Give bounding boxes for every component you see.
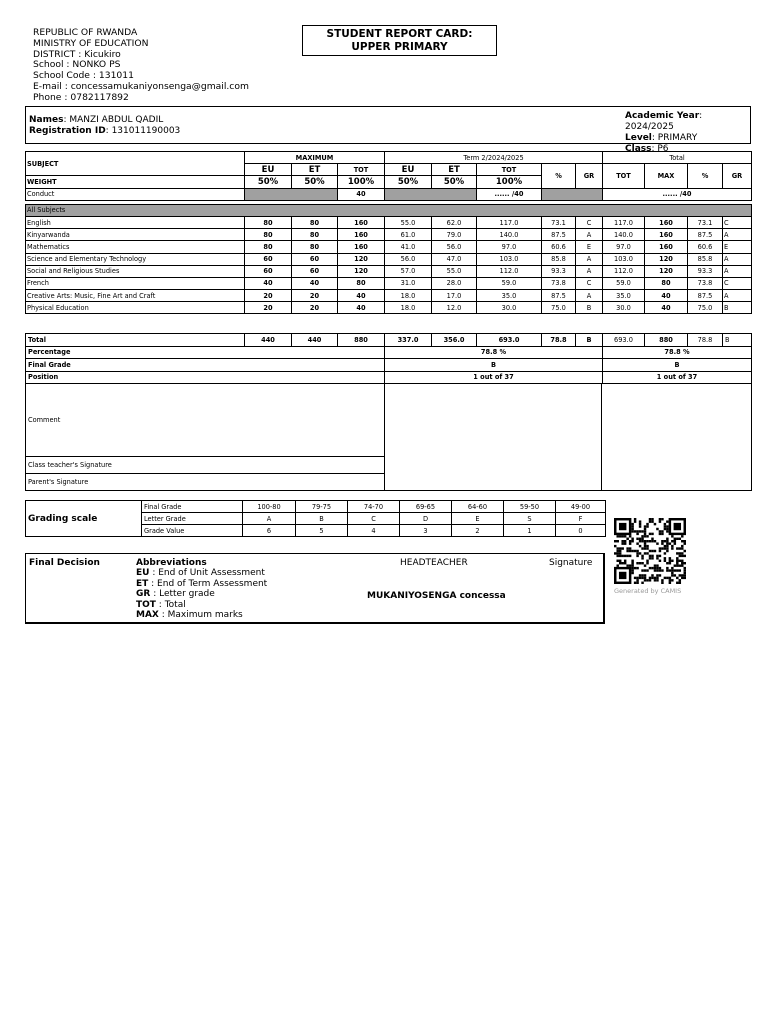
cell-pct: 73.8	[542, 277, 576, 289]
cell-a-gr: A	[723, 290, 752, 302]
cell-t-tot: 103.0	[477, 253, 542, 265]
subject-name: Science and Elementary Technology	[26, 253, 245, 265]
cell-gr: E	[576, 241, 603, 253]
conduct-term: ...... /40	[477, 188, 542, 200]
cell-gr: B	[576, 302, 603, 314]
cell-tot: 160	[338, 216, 385, 228]
cell-eu: 40	[245, 277, 292, 289]
registration-id: Registration ID: 131011190003	[29, 126, 181, 136]
school-header	[33, 28, 249, 104]
cell-t-eu: 41.0	[385, 241, 432, 253]
cell-a-pct: 75.0	[688, 302, 723, 314]
cell-a-pct: 93.3	[688, 265, 723, 277]
subject-name: French	[26, 277, 245, 289]
grading-cell: 64-60	[452, 501, 504, 513]
cell-tot: 160	[338, 241, 385, 253]
cell-a-max: 80	[645, 277, 688, 289]
cell-a-max: 40	[645, 302, 688, 314]
total-gr-header: GR	[723, 164, 752, 188]
abbreviation-item: TOT : Total	[136, 599, 186, 610]
cell-a-pct: 85.8	[688, 253, 723, 265]
term-et-header: ET	[432, 164, 477, 176]
grading-row-label: Final Grade	[142, 501, 243, 513]
cell-eu: 80	[245, 216, 292, 228]
subject-row	[26, 302, 752, 314]
cell-et: 80	[292, 229, 338, 241]
email-text: E-mail : concessamukaniyonsenga@gmail.com	[33, 80, 249, 92]
cell-gr: A	[576, 253, 603, 265]
academic-year: Academic Year: 2024/2025	[625, 111, 703, 132]
class: Class: P6	[625, 144, 669, 154]
cell-pct: 87.5	[542, 290, 576, 302]
percentage-term: 78.8 %	[385, 346, 603, 359]
final-decision-box	[25, 553, 605, 624]
total-tot-header: TOT	[603, 164, 645, 188]
grading-cell: E	[452, 513, 504, 525]
cell-a-gr: A	[723, 229, 752, 241]
cell-eu: 20	[245, 290, 292, 302]
cell-a-gr: E	[723, 241, 752, 253]
grading-cell: 1	[504, 525, 556, 537]
cell-a-pct: 73.8	[688, 277, 723, 289]
cell-t-tot: 140.0	[477, 229, 542, 241]
header-row-1	[26, 152, 752, 164]
grading-cell: 4	[348, 525, 400, 537]
subject-name: Physical Education	[26, 302, 245, 314]
cell-a-max: 160	[645, 241, 688, 253]
ministry-text: MINISTRY OF EDUCATION	[33, 37, 149, 49]
final-grade-row	[26, 359, 752, 372]
cell-a-max: 120	[645, 253, 688, 265]
cell-et: 20	[292, 302, 338, 314]
final-grade-total: B	[603, 359, 752, 372]
position-term: 1 out of 37	[385, 371, 603, 384]
subject-row	[26, 290, 752, 302]
term-weight-tot: 100%	[477, 176, 542, 188]
cell-tot: 120	[338, 265, 385, 277]
total-term-eu: 337.0	[385, 334, 432, 347]
subject-row	[26, 229, 752, 241]
cell-pct: 87.5	[542, 229, 576, 241]
subject-row	[26, 216, 752, 228]
cell-tot: 120	[338, 253, 385, 265]
cell-a-gr: C	[723, 216, 752, 228]
subject-header: SUBJECT	[26, 152, 245, 176]
grading-cell: A	[243, 513, 296, 525]
grading-row-label: Letter Grade	[142, 513, 243, 525]
conduct-row	[26, 188, 752, 200]
cell-a-pct: 87.5	[688, 229, 723, 241]
conduct-max: 40	[338, 188, 385, 200]
summary-table	[25, 333, 752, 384]
cell-a-pct: 60.6	[688, 241, 723, 253]
grading-cell: 74-70	[348, 501, 400, 513]
grading-scale-table	[25, 500, 606, 537]
country-text: REPUBLIC OF RWANDA	[33, 27, 138, 38]
weight-tot: 100%	[338, 176, 385, 188]
cell-tot: 40	[338, 302, 385, 314]
grading-cell: 79-75	[296, 501, 348, 513]
subject-name: Mathematics	[26, 241, 245, 253]
cell-t-et: 55.0	[432, 265, 477, 277]
cell-t-et: 12.0	[432, 302, 477, 314]
cell-a-tot: 103.0	[603, 253, 645, 265]
abbreviation-item: MAX : Maximum marks	[136, 610, 243, 621]
percentage-label: Percentage	[26, 346, 385, 359]
conduct-label: Conduct	[26, 188, 245, 200]
total-term-tot: 693.0	[477, 334, 542, 347]
abbreviation-item: EU : End of Unit Assessment	[136, 568, 265, 579]
cell-tot: 80	[338, 277, 385, 289]
cell-pct: 73.1	[542, 216, 576, 228]
cell-gr: C	[576, 277, 603, 289]
headteacher-name: MUKANIYOSENGA concessa	[367, 591, 506, 601]
cell-gr: A	[576, 265, 603, 277]
cell-t-tot: 35.0	[477, 290, 542, 302]
cell-a-tot: 97.0	[603, 241, 645, 253]
cell-pct: 85.8	[542, 253, 576, 265]
comment-table	[25, 383, 752, 491]
comment-term-cell	[385, 384, 602, 491]
cell-a-tot: 30.0	[603, 302, 645, 314]
grading-scale-title: Grading scale	[26, 501, 142, 537]
cell-t-tot: 59.0	[477, 277, 542, 289]
subject-name: Kinyarwanda	[26, 229, 245, 241]
total-all-pct: 78.8	[688, 334, 723, 347]
cell-et: 80	[292, 241, 338, 253]
subject-row	[26, 253, 752, 265]
grading-cell: B	[296, 513, 348, 525]
subject-name: Creative Arts: Music, Fine Art and Craft	[26, 290, 245, 302]
phone-text: Phone : 0782117892	[33, 91, 129, 103]
position-row	[26, 371, 752, 384]
cell-a-max: 160	[645, 229, 688, 241]
cell-a-gr: C	[723, 277, 752, 289]
abbreviation-item: ET : End of Term Assessment	[136, 578, 268, 589]
comment-label: Comment	[26, 384, 385, 457]
total-term-pct: 78.8	[542, 334, 576, 347]
cell-t-tot: 30.0	[477, 302, 542, 314]
school-name-text: School : NONKO PS	[33, 59, 121, 71]
cell-et: 60	[292, 265, 338, 277]
final-grade-label: Final Grade	[26, 359, 385, 372]
subject-row	[26, 277, 752, 289]
total-label: Total	[26, 334, 245, 347]
cell-a-max: 160	[645, 216, 688, 228]
cell-eu: 60	[245, 265, 292, 277]
student-info	[25, 106, 751, 154]
grading-cell: 59-50	[504, 501, 556, 513]
grading-cell: F	[556, 513, 606, 525]
grading-cell: 100-80	[243, 501, 296, 513]
total-row	[26, 334, 752, 347]
grading-cell: 2	[452, 525, 504, 537]
grading-cell: 69-65	[400, 501, 452, 513]
final-decision-label: Final Decision	[29, 558, 100, 568]
cell-t-et: 56.0	[432, 241, 477, 253]
abbreviations-title: Abbreviations	[136, 558, 207, 568]
cell-a-max: 120	[645, 265, 688, 277]
cell-tot: 40	[338, 290, 385, 302]
cell-gr: C	[576, 216, 603, 228]
term-header: Term 2/2024/2025	[385, 152, 603, 164]
cell-a-tot: 59.0	[603, 277, 645, 289]
cell-t-eu: 57.0	[385, 265, 432, 277]
total-eu: 440	[245, 334, 292, 347]
district-text: DISTRICT : Kicukiro	[33, 48, 121, 60]
cell-a-max: 40	[645, 290, 688, 302]
cell-t-et: 17.0	[432, 290, 477, 302]
subject-row	[26, 241, 752, 253]
total-tot: 880	[338, 334, 385, 347]
cell-tot: 160	[338, 229, 385, 241]
subject-name: English	[26, 216, 245, 228]
term-tot-header: TOT	[477, 164, 542, 176]
final-grade-term: B	[385, 359, 603, 372]
et-header: ET	[292, 164, 338, 176]
cell-eu: 80	[245, 229, 292, 241]
student-name: Names: MANZI ABDUL QADIL	[29, 115, 164, 125]
grading-cell: C	[348, 513, 400, 525]
cell-a-tot: 112.0	[603, 265, 645, 277]
grading-cell: 3	[400, 525, 452, 537]
conduct-total: ...... /40	[603, 188, 752, 200]
term-eu-header: EU	[385, 164, 432, 176]
comment-total-cell	[602, 384, 752, 491]
term-weight-eu: 50%	[385, 176, 432, 188]
total-et: 440	[292, 334, 338, 347]
maximum-header: MAXIMUM	[245, 152, 385, 164]
cell-t-et: 28.0	[432, 277, 477, 289]
conduct-grey-2	[385, 188, 477, 200]
grading-cell: 49-00	[556, 501, 606, 513]
cell-a-pct: 87.5	[688, 290, 723, 302]
grading-row	[26, 501, 606, 513]
percentage-total: 78.8 %	[603, 346, 752, 359]
total-pct-header: %	[688, 164, 723, 188]
eu-header: EU	[245, 164, 292, 176]
weight-eu: 50%	[245, 176, 292, 188]
cell-et: 60	[292, 253, 338, 265]
cell-pct: 93.3	[542, 265, 576, 277]
total-all-tot: 693.0	[603, 334, 645, 347]
report-title	[302, 25, 497, 56]
cell-et: 40	[292, 277, 338, 289]
school-code-text: School Code : 131011	[33, 70, 134, 82]
all-subjects-row	[26, 204, 752, 216]
cell-t-eu: 55.0	[385, 216, 432, 228]
cell-t-et: 79.0	[432, 229, 477, 241]
grading-cell: 6	[243, 525, 296, 537]
cell-a-pct: 73.1	[688, 216, 723, 228]
total-all-gr: B	[723, 334, 752, 347]
term-pct-header: %	[542, 164, 576, 188]
cell-t-tot: 97.0	[477, 241, 542, 253]
abbreviations	[136, 558, 267, 620]
weight-et: 50%	[292, 176, 338, 188]
cell-t-tot: 117.0	[477, 216, 542, 228]
cell-eu: 20	[245, 302, 292, 314]
cell-a-tot: 140.0	[603, 229, 645, 241]
cell-t-eu: 18.0	[385, 290, 432, 302]
cell-et: 20	[292, 290, 338, 302]
qr-code	[614, 518, 686, 584]
parent-signature-label: Parent's Signature	[26, 474, 385, 491]
cell-pct: 60.6	[542, 241, 576, 253]
grading-cell: D	[400, 513, 452, 525]
level: Level: PRIMARY	[625, 133, 698, 143]
cell-a-gr: A	[723, 265, 752, 277]
cell-pct: 75.0	[542, 302, 576, 314]
total-term-gr: B	[576, 334, 603, 347]
cell-a-tot: 35.0	[603, 290, 645, 302]
title-line-1: STUDENT REPORT CARD:	[326, 28, 473, 40]
conduct-grey-3	[542, 188, 603, 200]
cell-t-tot: 112.0	[477, 265, 542, 277]
term-gr-header: GR	[576, 164, 603, 188]
cell-eu: 60	[245, 253, 292, 265]
title-line-2: UPPER PRIMARY	[351, 41, 448, 53]
cell-a-gr: A	[723, 253, 752, 265]
tot-header: TOT	[338, 164, 385, 176]
cell-gr: A	[576, 290, 603, 302]
position-label: Position	[26, 371, 385, 384]
grading-row-label: Grade Value	[142, 525, 243, 537]
cell-gr: A	[576, 229, 603, 241]
position-total: 1 out of 37	[603, 371, 752, 384]
total-term-et: 356.0	[432, 334, 477, 347]
grading-cell: 0	[556, 525, 606, 537]
grading-cell: S	[504, 513, 556, 525]
cell-t-eu: 31.0	[385, 277, 432, 289]
signature-label: Signature	[549, 558, 593, 568]
percentage-row	[26, 346, 752, 359]
comment-row	[26, 384, 752, 457]
weight-label: WEIGHT	[26, 176, 245, 188]
subject-row	[26, 265, 752, 277]
conduct-grey-1	[245, 188, 338, 200]
grading-cell: 5	[296, 525, 348, 537]
cell-t-et: 62.0	[432, 216, 477, 228]
cell-et: 80	[292, 216, 338, 228]
teacher-signature-label: Class teacher's Signature	[26, 457, 385, 474]
cell-t-eu: 56.0	[385, 253, 432, 265]
generated-by-text: Generated by CAMIS	[614, 587, 682, 595]
cell-t-eu: 61.0	[385, 229, 432, 241]
cell-a-gr: B	[723, 302, 752, 314]
headteacher-label: HEADTEACHER	[400, 558, 468, 568]
marks-table	[25, 151, 752, 314]
cell-eu: 80	[245, 241, 292, 253]
cell-a-tot: 117.0	[603, 216, 645, 228]
all-subjects-label: All Subjects	[26, 204, 752, 216]
total-header: Total	[603, 152, 752, 164]
abbreviation-item: GR : Letter grade	[136, 589, 215, 600]
total-all-max: 880	[645, 334, 688, 347]
subject-name: Social and Religious Studies	[26, 265, 245, 277]
term-weight-et: 50%	[432, 176, 477, 188]
cell-t-eu: 18.0	[385, 302, 432, 314]
cell-t-et: 47.0	[432, 253, 477, 265]
total-max-header: MAX	[645, 164, 688, 188]
